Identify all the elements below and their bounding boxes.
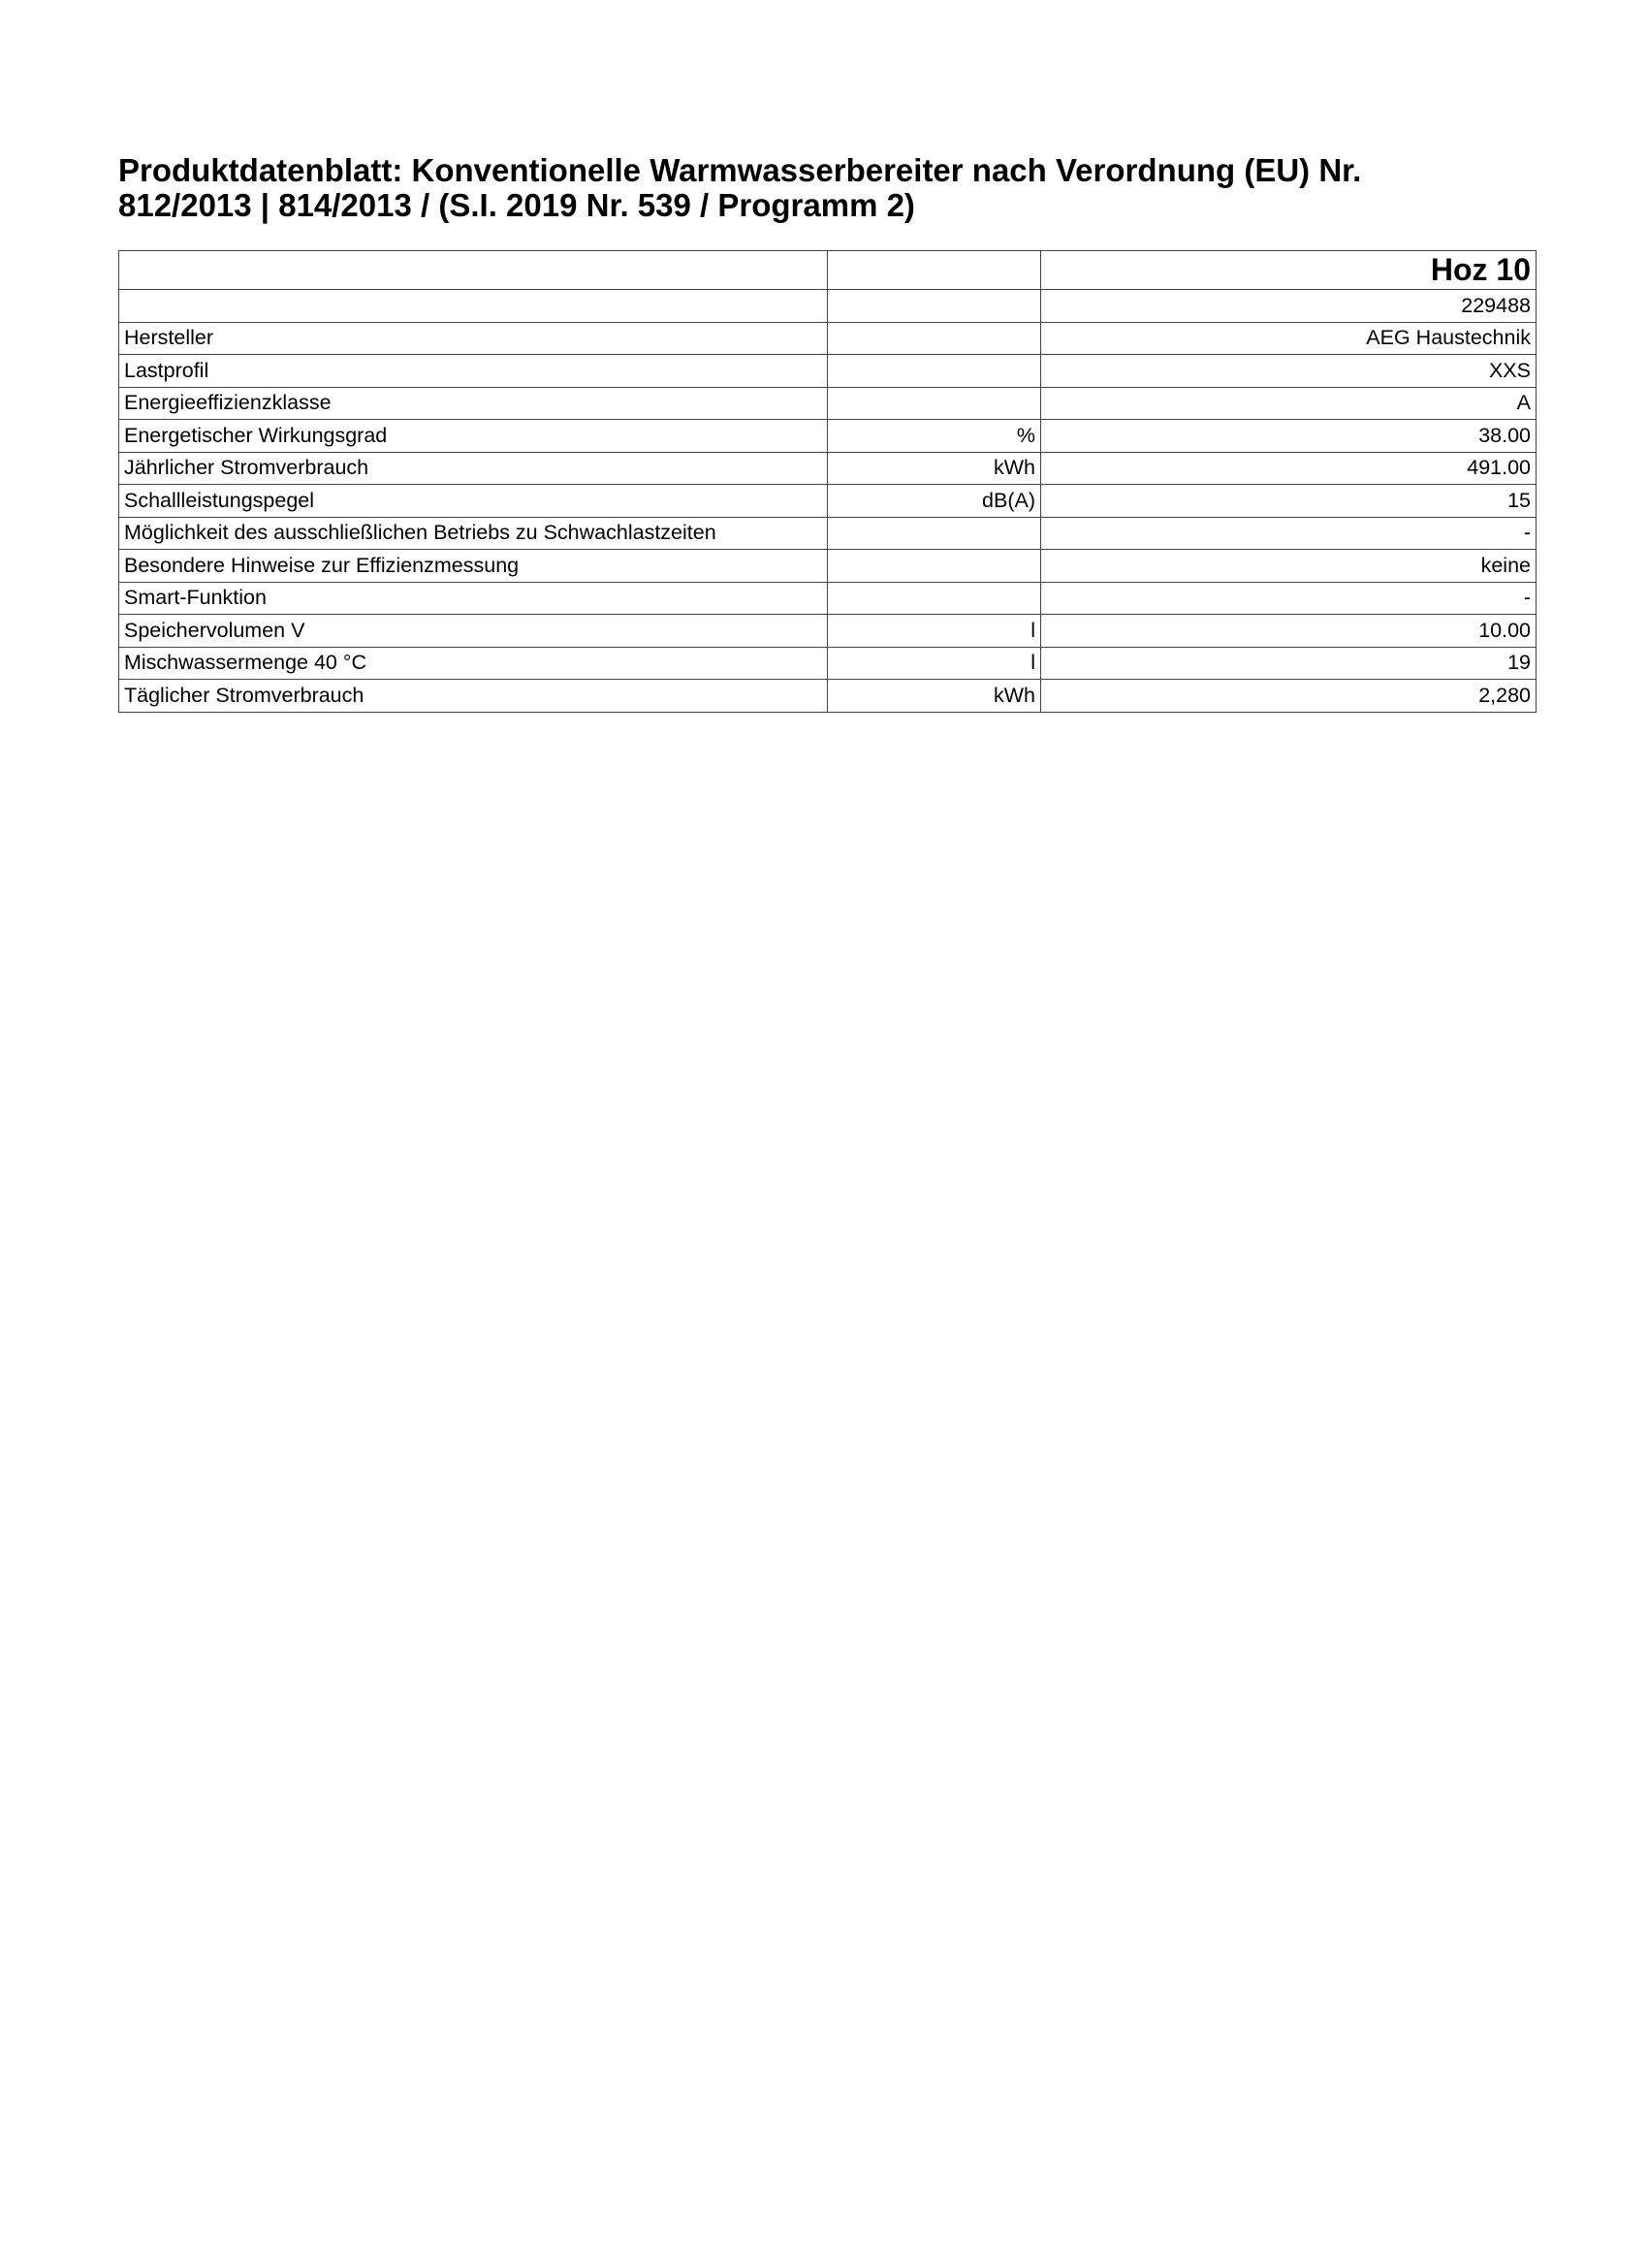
table-row-article-number <box>119 290 1537 323</box>
table-row <box>119 322 1537 355</box>
row-value: A <box>1041 387 1537 420</box>
table-row <box>119 582 1537 615</box>
page-title-line-2: 812/2013 | 814/2013 / (S.I. 2019 Nr. 539 / Programm 2) <box>118 187 915 223</box>
row-value: 38.00 <box>1041 420 1537 453</box>
table-row <box>119 615 1537 648</box>
model-name: Hoz 10 <box>1041 251 1537 290</box>
row-value: - <box>1041 517 1537 550</box>
row-value: - <box>1041 582 1537 615</box>
row-label: Lastprofil <box>119 355 828 388</box>
product-data-table <box>118 250 1537 713</box>
row-label: Smart-Funktion <box>119 582 828 615</box>
row-label: Schallleistungspegel <box>119 485 828 518</box>
table-row-model <box>119 251 1537 290</box>
table-row <box>119 355 1537 388</box>
row-label: Energieeffizienzklasse <box>119 387 828 420</box>
row-unit <box>828 322 1041 355</box>
row-unit: kWh <box>828 452 1041 485</box>
row-unit <box>828 582 1041 615</box>
empty-cell <box>119 290 828 323</box>
row-value: XXS <box>1041 355 1537 388</box>
article-number: 229488 <box>1041 290 1537 323</box>
table-row <box>119 550 1537 583</box>
row-unit: kWh <box>828 680 1041 713</box>
row-unit: dB(A) <box>828 485 1041 518</box>
empty-cell <box>119 251 828 290</box>
row-label: Täglicher Stromverbrauch <box>119 680 828 713</box>
table-row <box>119 387 1537 420</box>
row-unit: % <box>828 420 1041 453</box>
empty-cell <box>828 251 1041 290</box>
row-label: Jährlicher Stromverbrauch <box>119 452 828 485</box>
row-value: 15 <box>1041 485 1537 518</box>
row-unit <box>828 517 1041 550</box>
row-unit <box>828 355 1041 388</box>
row-value: 2,280 <box>1041 680 1537 713</box>
row-unit: l <box>828 615 1041 648</box>
row-value: 10.00 <box>1041 615 1537 648</box>
row-unit: l <box>828 647 1041 680</box>
row-value: keine <box>1041 550 1537 583</box>
page-title-line-1: Produktdatenblatt: Konventionelle Warmwasserbereiter nach Verordnung (EU) Nr. <box>118 152 1362 188</box>
empty-cell <box>828 290 1041 323</box>
table-row <box>119 485 1537 518</box>
table-row <box>119 420 1537 453</box>
row-unit <box>828 387 1041 420</box>
table-row <box>119 452 1537 485</box>
row-label: Hersteller <box>119 322 828 355</box>
table-row <box>119 517 1537 550</box>
table-row <box>119 680 1537 713</box>
row-value: 19 <box>1041 647 1537 680</box>
row-label: Speichervolumen V <box>119 615 828 648</box>
row-label: Möglichkeit des ausschließlichen Betriebs zu Schwachlastzeiten <box>119 517 828 550</box>
table-row <box>119 647 1537 680</box>
row-value: AEG Haustechnik <box>1041 322 1537 355</box>
row-label: Besondere Hinweise zur Effizienzmessung <box>119 550 828 583</box>
page-title <box>118 153 1553 223</box>
row-value: 491.00 <box>1041 452 1537 485</box>
row-label: Mischwassermenge 40 °C <box>119 647 828 680</box>
row-label: Energetischer Wirkungsgrad <box>119 420 828 453</box>
row-unit <box>828 550 1041 583</box>
